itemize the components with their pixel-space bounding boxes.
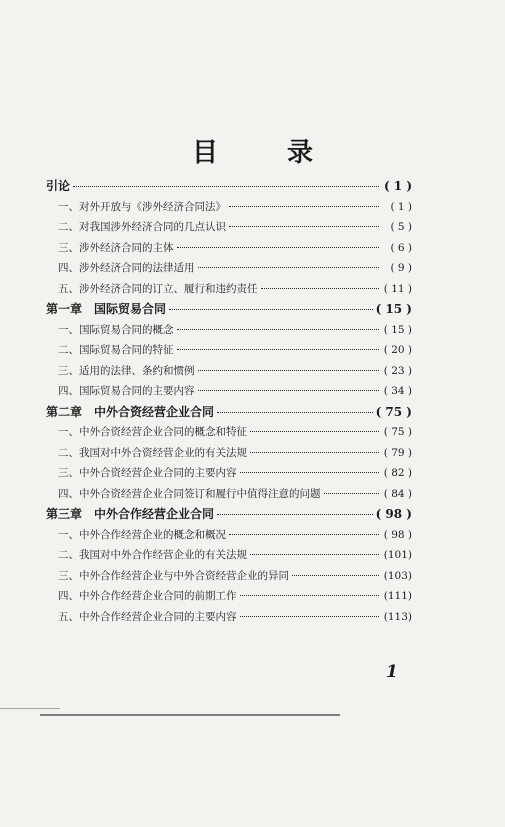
leader-dots [261,288,380,289]
leader-dots [177,329,380,330]
toc-entry-label: 二、国际贸易合同的特征 [58,344,174,356]
toc-chapter [46,406,412,419]
scan-streak [0,708,60,709]
toc-entry-label: 四、国际贸易合同的主要内容 [58,385,195,397]
leader-dots [240,472,380,473]
toc-entry-page: ( 98 ) [375,507,412,521]
toc-entry [46,324,412,337]
table-of-contents [46,180,412,631]
toc-entry [46,242,412,255]
leader-dots [250,431,379,432]
toc-entry-label: 引论 [46,179,71,193]
toc-entry [46,570,412,583]
toc-entry [46,385,412,398]
page-title: 目 录 [191,138,344,168]
toc-entry [46,488,412,501]
toc-entry [46,365,412,378]
toc-chapter [46,303,412,316]
leader-dots [217,514,373,515]
toc-entry-label: 三、涉外经济合同的主体 [58,241,174,254]
leader-dots [250,554,379,555]
toc-entry-page: ( 15 ) [375,302,412,316]
leader-dots [177,247,380,248]
toc-entry-page: ( 82 ) [383,467,412,479]
leader-dots [217,412,373,413]
toc-entry-page: ( 84 ) [383,487,412,500]
leader-dots [177,349,380,350]
toc-entry-page: ( 34 ) [383,385,412,397]
toc-entry-label: 四、中外合资经营企业合同签订和履行中值得注意的问题 [58,487,321,500]
toc-entry [46,344,412,357]
leader-dots [198,370,380,371]
toc-entry-page: ( 11 ) [383,282,412,295]
toc-entry [46,467,412,480]
toc-entry-page: (113) [383,610,412,623]
toc-entry [46,447,412,460]
toc-entry-label: 一、对外开放与《涉外经济合同法》 [58,200,226,213]
toc-entry [46,283,412,296]
toc-entry [46,590,412,603]
page-number: 1 [386,662,398,682]
leader-dots [198,267,380,268]
leader-dots [229,206,379,207]
leader-dots [250,452,379,453]
toc-entry-label: 第一章 国际贸易合同 [46,302,167,316]
leader-dots [229,534,379,535]
toc-entry-label: 四、涉外经济合同的法律适用 [58,262,195,274]
toc-entry [46,529,412,542]
toc-entry-label: 三、中外合资经营企业合同的主要内容 [58,467,237,479]
toc-entry-page: ( 15 ) [383,323,412,336]
toc-entry-page: ( 75 ) [383,426,412,438]
toc-entry-label: 一、国际贸易合同的概念 [58,323,174,336]
toc-entry-label: 一、中外合作经营企业的概念和概况 [58,528,226,541]
toc-entry-page: ( 75 ) [375,404,412,419]
toc-entry-label: 二、我国对中外合资经营企业的有关法规 [58,446,247,459]
leader-dots [198,390,380,391]
leader-dots [229,226,379,227]
leader-dots [240,595,380,596]
toc-entry-page: ( 20 ) [383,344,412,356]
leader-dots [240,616,380,617]
toc-entry-page: ( 9 ) [390,262,412,274]
toc-entry [46,180,412,193]
toc-entry-label: 三、中外合作经营企业与中外合资经营企业的异同 [58,569,289,582]
toc-entry-label: 第三章 中外合作经营企业合同 [46,507,215,521]
toc-entry-label: 四、中外合作经营企业合同的前期工作 [58,590,237,602]
toc-entry [46,426,412,439]
toc-entry-page: ( 23 ) [383,364,412,377]
toc-entry [46,262,412,275]
toc-entry-page: (103) [383,569,412,582]
toc-entry-label: 第二章 中外合资经营企业合同 [46,404,215,419]
toc-entry-label: 一、中外合资经营企业合同的概念和特征 [58,426,247,438]
toc-entry-page: ( 1 ) [383,179,412,193]
toc-entry-page: (101) [383,549,412,561]
toc-entry-page: ( 1 ) [390,200,412,213]
toc-entry [46,221,412,234]
toc-entry [46,549,412,562]
leader-dots [292,575,379,576]
leader-dots [324,493,380,494]
toc-entry-label: 三、适用的法律、条约和惯例 [58,364,195,377]
leader-dots [169,309,373,310]
toc-entry-page: ( 79 ) [383,446,412,459]
toc-entry-page: (111) [383,590,412,602]
toc-entry-label: 二、我国对中外合作经营企业的有关法规 [58,549,247,561]
toc-entry-page: ( 5 ) [390,221,412,233]
toc-entry-label: 五、涉外经济合同的订立、履行和违约责任 [58,282,258,295]
toc-entry-label: 五、中外合作经营企业合同的主要内容 [58,610,237,623]
leader-dots [73,186,379,187]
toc-entry-label: 二、对我国涉外经济合同的几点认识 [58,221,226,233]
toc-entry [46,611,412,624]
toc-entry [46,201,412,214]
scan-streak [40,714,340,716]
toc-entry-page: ( 6 ) [390,241,412,254]
toc-entry-page: ( 98 ) [383,528,412,541]
toc-chapter [46,508,412,521]
